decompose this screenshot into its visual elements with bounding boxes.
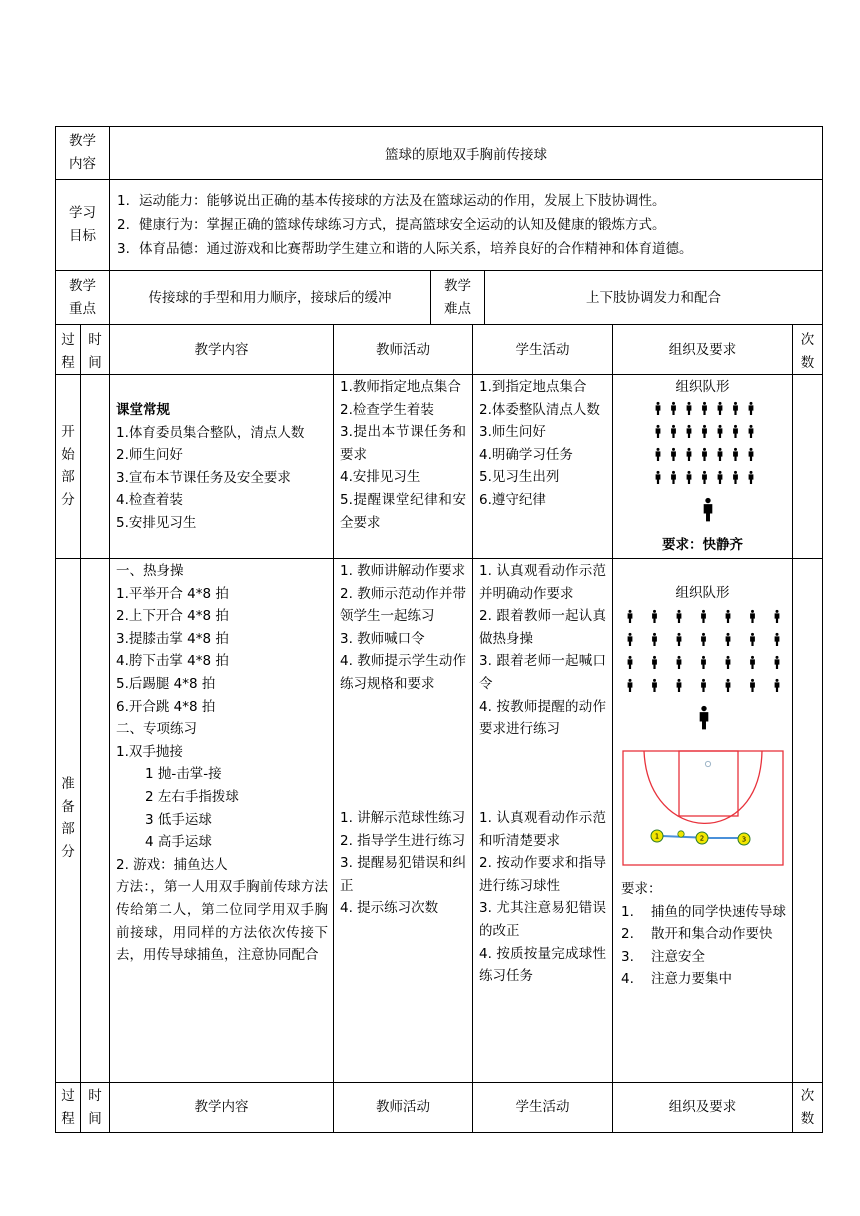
teacher-figure-icon bbox=[700, 706, 709, 730]
list-item: 4.胯下击掌 4*8 拍 bbox=[116, 653, 229, 670]
req-item: 2. 散开和集合动作要快 bbox=[621, 926, 773, 943]
svg-text:2: 2 bbox=[699, 834, 705, 843]
student-figure-icon bbox=[701, 679, 706, 692]
student-figure-icon bbox=[701, 633, 706, 646]
col-teacher: 教师活动 bbox=[376, 1099, 430, 1115]
student-figure-icon bbox=[718, 402, 723, 415]
student-figure-icon bbox=[702, 448, 707, 461]
col-org: 组织及要求 bbox=[668, 1099, 737, 1115]
student-figure-icon bbox=[652, 656, 657, 669]
list-item: 4.检查着装 bbox=[116, 492, 183, 509]
student-figure-icon bbox=[726, 610, 731, 623]
key-label: 教学 重点 bbox=[69, 278, 96, 317]
goal-item: 3. 体育品德：通过游戏和比赛帮助学生建立和谐的人际关系，培养良好的合作精神和体育道德。 bbox=[117, 241, 693, 257]
start-content bbox=[116, 399, 330, 535]
goals-list bbox=[117, 189, 817, 261]
list-item: 3.提膝击掌 4*8 拍 bbox=[116, 630, 229, 647]
student-figure-icon bbox=[750, 633, 755, 646]
student-figure-icon bbox=[726, 633, 731, 646]
list-item: 1 抛-击掌-接 bbox=[145, 766, 222, 783]
list-item: 3.宣布本节课任务及安全要求 bbox=[116, 469, 291, 486]
goal-item: 1. 运动能力：能够说出正确的基本传接球的方法及在篮球运动的作用，发展上下肢协调性。 bbox=[117, 193, 666, 209]
routine-title: 课堂常规 bbox=[116, 402, 170, 418]
req-item: 4. 注意力要集中 bbox=[621, 971, 732, 988]
student-figure-icon bbox=[718, 425, 723, 438]
section-start: 开 始 部 分 bbox=[61, 424, 75, 508]
ball-marker bbox=[678, 831, 684, 837]
basketball-court-diagram bbox=[622, 750, 784, 866]
col-time: 时 间 bbox=[88, 1088, 102, 1127]
student-figure-icon bbox=[687, 448, 692, 461]
student-figure-icon bbox=[718, 471, 723, 484]
student-figure-icon bbox=[677, 610, 682, 623]
list-item: 2 左右手指拨球 bbox=[145, 788, 239, 805]
prep-formation bbox=[618, 604, 788, 734]
student-figure-icon bbox=[671, 402, 676, 415]
prep-content bbox=[116, 560, 328, 967]
student-figure-icon bbox=[628, 633, 633, 646]
student-figure-icon bbox=[726, 656, 731, 669]
list-item: 二、专项练习 bbox=[116, 721, 197, 738]
svg-text:3: 3 bbox=[741, 835, 747, 844]
three-point-arc bbox=[644, 751, 762, 823]
player-marker-1 bbox=[651, 830, 663, 842]
student-figure-icon bbox=[671, 471, 676, 484]
student-figure-icon bbox=[750, 679, 755, 692]
start-teacher: 1.教师指定地点集合 2.检查学生着装 3.提出本节课任务和要求 4.安排见习生 5.提醒课堂纪律和安全要求 bbox=[340, 379, 466, 531]
col-count: 次 数 bbox=[800, 332, 815, 371]
student-figure-icon bbox=[671, 448, 676, 461]
student-figure-icon bbox=[656, 448, 661, 461]
col-time: 时 间 bbox=[88, 332, 102, 371]
court-boundary bbox=[623, 751, 783, 865]
lesson-title: 篮球的原地双手胸前传接球 bbox=[385, 147, 547, 163]
student-figure-icon bbox=[733, 402, 738, 415]
list-item: 5.安排见习生 bbox=[116, 514, 197, 531]
basket-ring bbox=[705, 761, 710, 766]
student-figure-icon bbox=[733, 448, 738, 461]
student-figure-icon bbox=[687, 402, 692, 415]
list-item: 2.师生问好 bbox=[116, 447, 183, 464]
start-formation bbox=[640, 398, 770, 528]
req-title: 要求： bbox=[621, 881, 662, 897]
teacher-figure-icon bbox=[704, 498, 713, 522]
col-process: 过 程 bbox=[61, 332, 75, 371]
student-figure-icon bbox=[702, 402, 707, 415]
list-item: 5.后踢腿 4*8 拍 bbox=[116, 675, 216, 692]
prep-requirements bbox=[621, 878, 787, 991]
student-figure-icon bbox=[750, 656, 755, 669]
list-item: 2. 游戏：捕鱼达人 bbox=[116, 856, 228, 873]
prep-teacher-warmup: 1. 教师讲解动作要求 2. 教师示范动作并带领学生一起练习 3. 教师喊口令 4. 教师提示学生动作练习规格和要求 bbox=[340, 563, 466, 692]
student-figure-icon bbox=[726, 679, 731, 692]
start-student: 1.到指定地点集合 2.体委整队清点人数 3.师生问好 4.明确学习任务 5.见习生出列 6.遵守纪律 bbox=[479, 379, 600, 508]
content-label: 教学 内容 bbox=[69, 133, 96, 172]
list-item: 1.体育委员集合整队，清点人数 bbox=[116, 424, 305, 441]
student-figure-icon bbox=[656, 402, 661, 415]
student-figure-icon bbox=[687, 425, 692, 438]
list-item: 4 高手运球 bbox=[145, 834, 212, 851]
student-figure-icon bbox=[775, 679, 780, 692]
prep-org-title: 组织队形 bbox=[675, 585, 730, 601]
prep-student-warmup: 1. 认真观看动作示范并明确动作要求 2. 跟着教师一起认真做热身操 3. 跟着老师一起喊口令 4. 按教师提醒的动作要求进行练习 bbox=[479, 563, 606, 738]
student-figure-icon bbox=[718, 448, 723, 461]
col-student: 学生活动 bbox=[515, 342, 570, 358]
student-figure-icon bbox=[702, 471, 707, 484]
player-marker-3 bbox=[738, 833, 750, 845]
goal-item: 2. 健康行为：掌握正确的篮球传球练习方式，提高篮球安全运动的认知及健康的锻炼方式。 bbox=[117, 217, 666, 233]
student-figure-icon bbox=[775, 633, 780, 646]
start-requirement: 要求：快静齐 bbox=[662, 537, 743, 553]
svg-text:1: 1 bbox=[654, 832, 660, 841]
col-count: 次 数 bbox=[800, 1088, 815, 1127]
difficulty-label: 教学 难点 bbox=[444, 278, 471, 317]
student-figure-icon bbox=[775, 610, 780, 623]
student-figure-icon bbox=[749, 471, 754, 484]
prep-teacher-drill: 1. 讲解示范球性练习 2. 指导学生进行练习 3. 提醒易犯错误和纠正 4. 提示练习次数 bbox=[340, 810, 466, 917]
student-figure-icon bbox=[656, 471, 661, 484]
col-student: 学生活动 bbox=[515, 1099, 570, 1115]
student-figure-icon bbox=[749, 425, 754, 438]
student-figure-icon bbox=[750, 610, 755, 623]
student-figure-icon bbox=[702, 425, 707, 438]
game-method: 方法：，第一人用双手胸前传球方法传给第二人，第二位同学用双手胸前接球，用同样的方法依次传接下去，用传导球捕鱼，注意协同配合 bbox=[116, 879, 328, 964]
student-figure-icon bbox=[677, 633, 682, 646]
list-item: 1.平举开合 4*8 拍 bbox=[116, 585, 229, 602]
difficulty-text: 上下肢协调发力和配合 bbox=[586, 290, 721, 306]
list-item: 一、热身操 bbox=[116, 563, 184, 579]
prep-student-drill: 1. 认真观看动作示范和听清楚要求 2. 按动作要求和指导进行练习球性 3. 尤其注意易犯错误的改正 4. 按质按量完成球性练习任务 bbox=[479, 810, 606, 985]
list-item: 6.开合跳 4*8 拍 bbox=[116, 698, 216, 715]
student-figure-icon bbox=[628, 679, 633, 692]
col-content: 教学内容 bbox=[194, 1099, 249, 1115]
student-figure-icon bbox=[671, 425, 676, 438]
col-content: 教学内容 bbox=[194, 342, 249, 358]
student-figure-icon bbox=[628, 656, 633, 669]
student-figure-icon bbox=[749, 402, 754, 415]
student-figure-icon bbox=[775, 656, 780, 669]
student-figure-icon bbox=[677, 656, 682, 669]
student-figure-icon bbox=[628, 610, 633, 623]
key-text: 传接球的手型和用力顺序，接球后的缓冲 bbox=[148, 290, 392, 306]
student-figure-icon bbox=[701, 656, 706, 669]
student-figure-icon bbox=[677, 679, 682, 692]
goals-label: 学习 目标 bbox=[69, 205, 96, 244]
col-org: 组织及要求 bbox=[668, 342, 737, 358]
student-figure-icon bbox=[701, 610, 706, 623]
start-org-title: 组织队形 bbox=[675, 379, 730, 395]
student-figure-icon bbox=[652, 679, 657, 692]
section-prep: 准 备 部 分 bbox=[61, 776, 75, 860]
req-item: 1. 捕鱼的同学快速传导球 bbox=[621, 903, 786, 920]
player-marker-2 bbox=[696, 832, 708, 844]
req-item: 3. 注意安全 bbox=[621, 948, 705, 965]
court-key bbox=[679, 751, 738, 816]
col-process: 过 程 bbox=[61, 1088, 75, 1127]
list-item: 2.上下开合 4*8 拍 bbox=[116, 608, 229, 625]
list-item: 3 低手运球 bbox=[145, 811, 212, 828]
student-figure-icon bbox=[733, 425, 738, 438]
student-figure-icon bbox=[733, 471, 738, 484]
student-figure-icon bbox=[652, 633, 657, 646]
student-figure-icon bbox=[749, 448, 754, 461]
student-figure-icon bbox=[652, 610, 657, 623]
list-item: 1.双手抛接 bbox=[116, 743, 183, 760]
student-figure-icon bbox=[687, 471, 692, 484]
col-teacher: 教师活动 bbox=[376, 342, 430, 358]
student-figure-icon bbox=[656, 425, 661, 438]
